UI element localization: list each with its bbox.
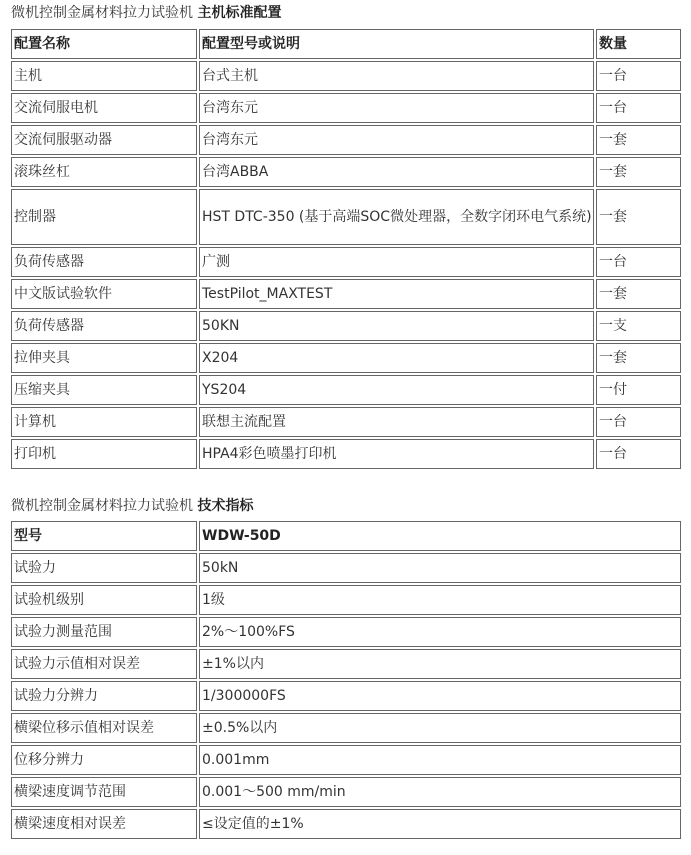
table-row (11, 681, 681, 711)
config-item-name: 压缩夹具 (11, 375, 197, 405)
table-row (11, 617, 681, 647)
spec-section-title (11, 497, 253, 515)
config-item-spec: 台式主机 (199, 61, 594, 91)
config-item-spec: 50KN (199, 311, 594, 341)
table-row (11, 343, 681, 373)
config-item-name: 打印机 (11, 439, 197, 469)
config-item-name: 主机 (11, 61, 197, 91)
spec-value: 0.001～500 mm/min (199, 777, 681, 807)
config-item-name: 负荷传感器 (11, 311, 197, 341)
spec-header-model: WDW-50D (199, 521, 681, 551)
spec-label: 试验机级别 (11, 585, 197, 615)
spec-value: ±1%以内 (199, 649, 681, 679)
table-row (11, 375, 681, 405)
config-item-qty: 一支 (596, 311, 681, 341)
spec-header-row (11, 521, 681, 551)
spec-label: 试验力示值相对误差 (11, 649, 197, 679)
config-item-spec: 广测 (199, 247, 594, 277)
table-row (11, 407, 681, 437)
spec-value: 2%～100%FS (199, 617, 681, 647)
spec-label: 横梁位移示值相对误差 (11, 713, 197, 743)
spec-value: ≤设定值的±1% (199, 809, 681, 839)
config-item-spec: TestPilot_MAXTEST (199, 279, 594, 309)
table-row (11, 649, 681, 679)
config-item-spec: YS204 (199, 375, 594, 405)
table-row (11, 439, 681, 469)
config-item-name: 控制器 (11, 189, 197, 245)
config-item-name: 计算机 (11, 407, 197, 437)
config-item-qty: 一台 (596, 439, 681, 469)
config-item-qty: 一套 (596, 279, 681, 309)
config-item-name: 交流伺服驱动器 (11, 125, 197, 155)
config-item-qty: 一台 (596, 407, 681, 437)
config-item-qty: 一套 (596, 343, 681, 373)
config-table (9, 27, 683, 471)
table-row (11, 713, 681, 743)
config-item-spec: X204 (199, 343, 594, 373)
spec-value: 1/300000FS (199, 681, 681, 711)
table-row (11, 279, 681, 309)
config-item-qty: 一套 (596, 189, 681, 245)
spec-label: 试验力分辨力 (11, 681, 197, 711)
config-item-spec: 台湾ABBA (199, 157, 594, 187)
config-item-name: 滚珠丝杠 (11, 157, 197, 187)
spec-table (9, 519, 683, 841)
spec-label: 横梁速度调节范围 (11, 777, 197, 807)
table-row (11, 585, 681, 615)
spec-value: 1级 (199, 585, 681, 615)
config-item-spec: 台湾东元 (199, 93, 594, 123)
spec-value: 0.001mm (199, 745, 681, 775)
config-item-name: 中文版试验软件 (11, 279, 197, 309)
spec-title-suffix: 技术指标 (197, 498, 254, 514)
config-item-qty: 一套 (596, 157, 681, 187)
config-header-row (11, 29, 681, 59)
table-row (11, 157, 681, 187)
config-title-prefix: 微机控制金属材料拉力试验机 (11, 5, 193, 21)
config-item-qty: 一台 (596, 93, 681, 123)
table-row (11, 125, 681, 155)
config-header-qty: 数量 (596, 29, 681, 59)
config-header-name: 配置名称 (11, 29, 197, 59)
config-item-qty: 一付 (596, 375, 681, 405)
table-row (11, 809, 681, 839)
spec-label: 试验力 (11, 553, 197, 583)
table-row (11, 553, 681, 583)
config-item-qty: 一套 (596, 125, 681, 155)
table-row (11, 61, 681, 91)
spec-label: 试验力测量范围 (11, 617, 197, 647)
config-item-spec: HST DTC-350 (基于高端SOC微处理器，全数字闭环电气系统) (199, 189, 594, 245)
spec-label: 位移分辨力 (11, 745, 197, 775)
config-item-name: 拉伸夹具 (11, 343, 197, 373)
config-item-name: 交流伺服电机 (11, 93, 197, 123)
config-item-spec: HPA4彩色喷墨打印机 (199, 439, 594, 469)
config-item-qty: 一台 (596, 61, 681, 91)
spec-value: 50kN (199, 553, 681, 583)
table-row (11, 745, 681, 775)
config-item-qty: 一台 (596, 247, 681, 277)
table-row (11, 189, 681, 245)
spec-title-prefix: 微机控制金属材料拉力试验机 (11, 498, 193, 514)
config-section-title (11, 4, 281, 22)
spec-header-label: 型号 (11, 521, 197, 551)
spec-label: 横梁速度相对误差 (11, 809, 197, 839)
table-row (11, 777, 681, 807)
table-row (11, 93, 681, 123)
table-row (11, 311, 681, 341)
config-item-name: 负荷传感器 (11, 247, 197, 277)
config-header-spec: 配置型号或说明 (199, 29, 594, 59)
config-title-suffix: 主机标准配置 (197, 5, 282, 21)
table-row (11, 247, 681, 277)
config-item-spec: 台湾东元 (199, 125, 594, 155)
config-item-spec: 联想主流配置 (199, 407, 594, 437)
spec-value: ±0.5%以内 (199, 713, 681, 743)
